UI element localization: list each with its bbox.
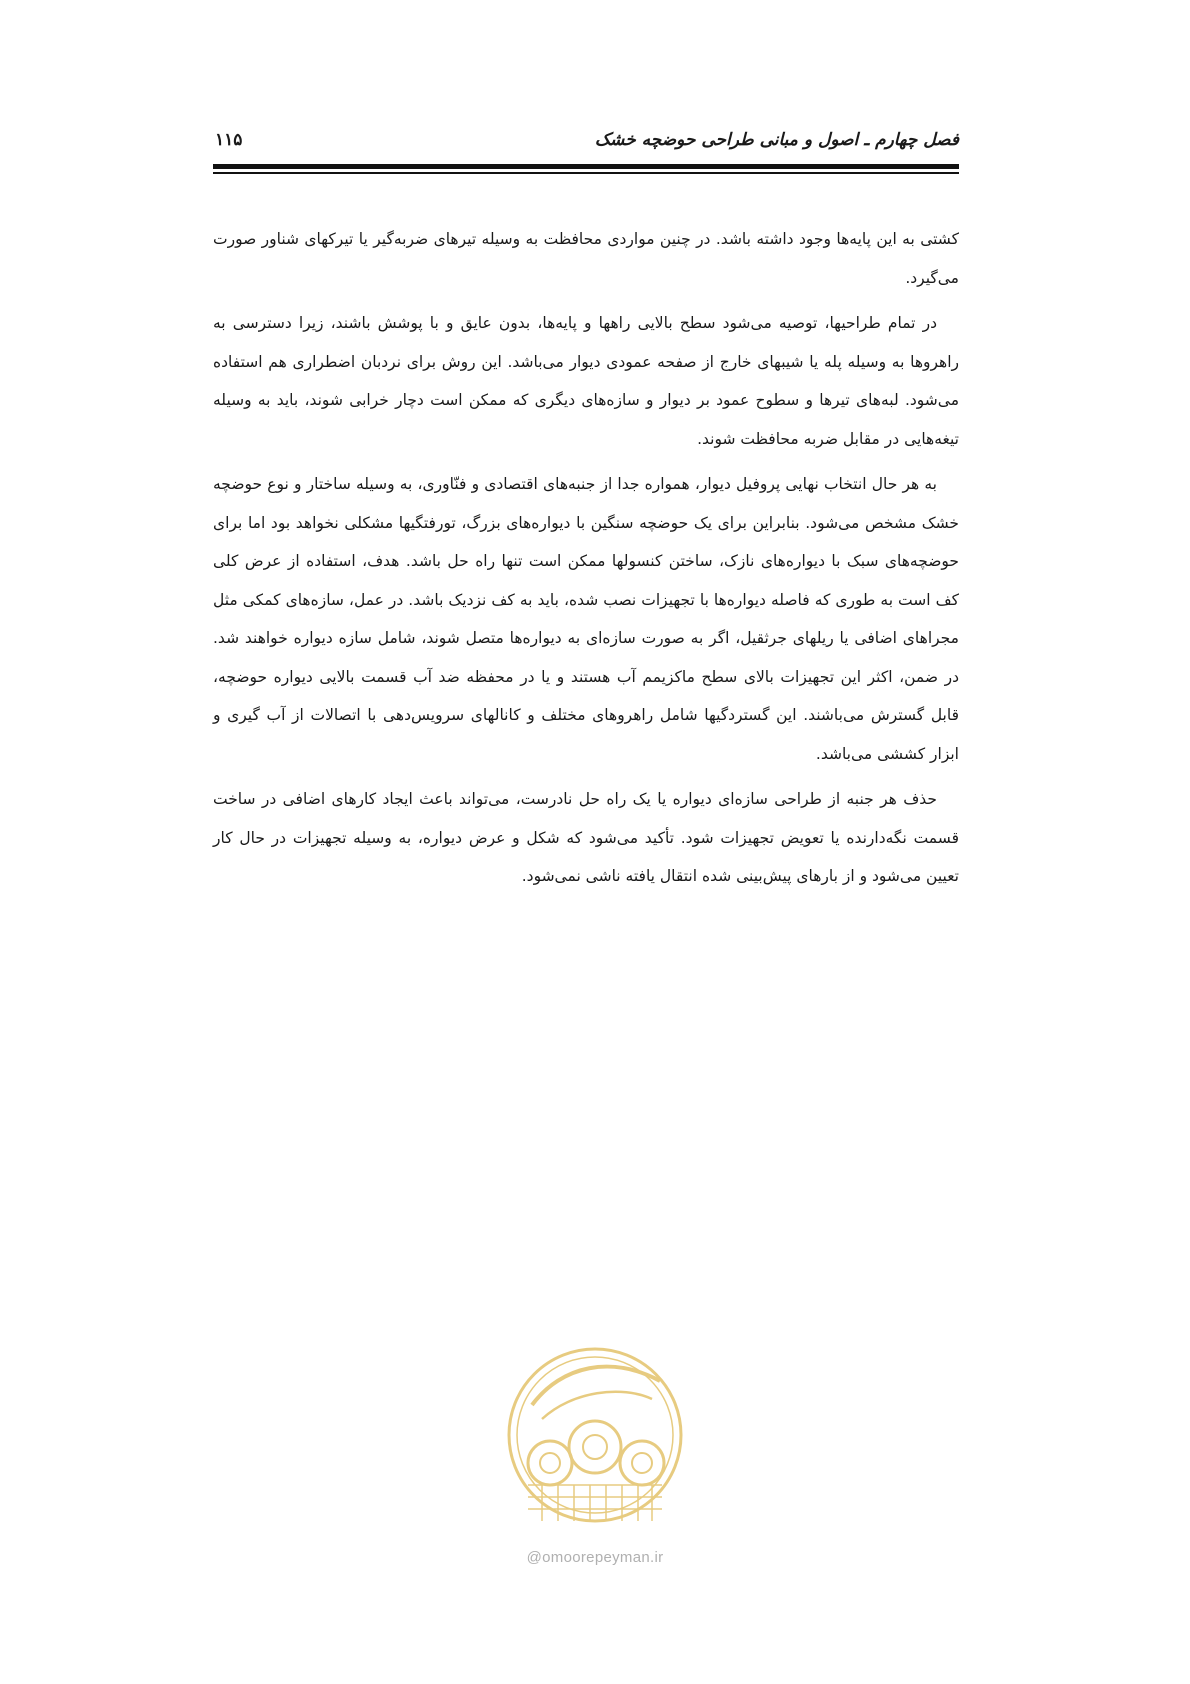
watermark-logo [492, 1335, 698, 1565]
body-text [213, 220, 959, 903]
paragraph-2: در تمام طراحیها، توصیه می‌شود سطح بالایی راهها و پایه‌ها، بدون عایق و با پوشش باشند، زیرا دسترسی به راهروها به وسیله پله یا شیبهای خارج از صفحه عمودی دیوار می‌باشد. این روش برای نردبان اضطراری هم استفاده می‌شود. لبه‌های تیرها و سطوح عمود بر دیوار و سازه‌های دیگری که ممکن است دچار خرابی شوند، باید به وسیله تیغه‌هایی در مقابل ضربه محافظت شوند. [213, 314, 959, 448]
header-rule-thick [213, 164, 959, 169]
watermark-caption: @omoorepeyman.ir [526, 1549, 664, 1566]
chapter-title: فصل چهارم ـ اصول و مبانی طراحی حوضچه خشک [594, 130, 959, 150]
page-number: ۱۱۵ [215, 130, 243, 150]
header-rule-thin [213, 172, 959, 174]
paragraph-3: به هر حال انتخاب نهایی پروفیل دیوار، همواره جدا از جنبه‌های اقتصادی و فنّاوری، به وسیله ساختار و نوع حوضچه خشک مشخص می‌شود. بنابراین برای یک حوضچه سنگین با دیواره‌های بزرگ، تورفتگیها مشکلی نخواهد بود اما برای حوضچه‌های سبک با دیواره‌های نازک، ساختن کنسولها ممکن است تنها راه حل باشد. هدف، استفاده از عرض کلی کف است به طوری که فاصله دیواره‌ها با تجهیزات نصب شده، باید به کف نزدیک باشد. در عمل، سازه‌های کمکی مثل مجراهای اضافی یا ریلهای جرثقیل، اگر به صورت سازه‌ای به دیواره‌ها متصل شوند، شامل سازه دیواره خواهند شد. در ضمن، اکثر این تجهیزات بالای سطح ماکزیمم آب هستند و یا در محفظه ضد آب قسمت بالایی دیواره حوضچه، قابل گسترش می‌باشند. این گستردگیها شامل راهروهای مختلف و کانالهای سرویس‌دهی با اتصالات از آب گیری و ابزار کششی می‌باشد. [213, 475, 959, 763]
watermark-emblem-icon [492, 1335, 698, 1553]
running-header [213, 120, 959, 156]
paragraph-1: کشتی به این پایه‌ها وجود داشته باشد. در چنین مواردی محافظت به وسیله تیرهای ضربه‌گیر یا تیرکهای شناور صورت می‌گیرد. [213, 230, 959, 287]
paragraph-4: حذف هر جنبه از طراحی سازه‌ای دیواره یا یک راه حل نادرست، می‌تواند باعث ایجاد کارهای اضافی در ساخت قسمت نگه‌دارنده یا تعویض تجهیزات شود. تأکید می‌شود که شکل و عرض دیواره، به وسیله تجهیزات در حال کار تعیین می‌شود و از بارهای پیش‌بینی شده انتقال یافته ناشی نمی‌شود. [213, 790, 959, 885]
at-icon: @ [526, 1549, 543, 1566]
